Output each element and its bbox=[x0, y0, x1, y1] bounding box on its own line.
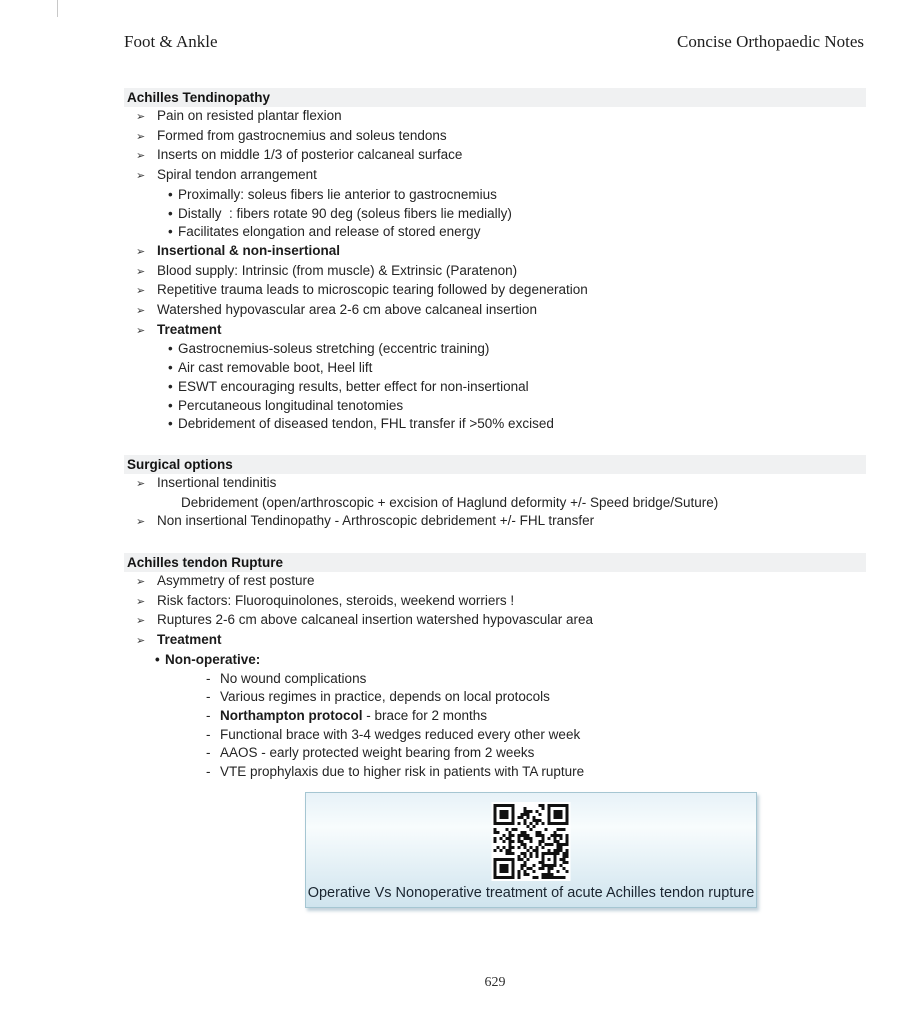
arrow-bullet-icon: ➢ bbox=[136, 284, 146, 298]
section bbox=[124, 553, 866, 782]
list-item-text: ESWT encouraging results, better effect for non-insertional bbox=[178, 378, 529, 394]
dash-bullet-icon: - bbox=[206, 707, 211, 723]
list-item bbox=[124, 281, 866, 301]
list-item-text: Gastrocnemius-soleus stretching (eccentric training) bbox=[178, 341, 490, 357]
arrow-bullet-icon: ➢ bbox=[136, 323, 146, 337]
dot-bullet-icon: • bbox=[168, 360, 173, 376]
list-item-text: Functional brace with 3-4 wedges reduced every other week bbox=[220, 726, 581, 742]
list-item-text: Inserts on middle 1/3 of posterior calcaneal surface bbox=[157, 147, 463, 163]
arrow-bullet-icon: ➢ bbox=[136, 614, 146, 628]
dash-bullet-icon: - bbox=[206, 726, 211, 742]
list-item bbox=[124, 763, 866, 782]
dot-bullet-icon: • bbox=[168, 378, 173, 394]
arrow-bullet-icon: ➢ bbox=[136, 634, 146, 648]
arrow-bullet-icon: ➢ bbox=[136, 169, 146, 183]
list-item-text: Proximally: soleus fibers lie anterior to gastrocnemius bbox=[178, 186, 497, 202]
list-item-text: AAOS - early protected weight bearing from 2 weeks bbox=[220, 745, 535, 761]
list-item bbox=[124, 631, 866, 651]
scan-artifact-line bbox=[57, 0, 58, 17]
list-item-text: Facilitates elongation and release of stored energy bbox=[178, 224, 481, 240]
list-item-text: Ruptures 2-6 cm above calcaneal insertion watershed hypovascular area bbox=[157, 612, 593, 628]
list-item bbox=[124, 651, 866, 670]
list-item bbox=[124, 262, 866, 282]
page-header bbox=[124, 32, 864, 52]
list-item-text: VTE prophylaxis due to higher risk in patients with TA rupture bbox=[220, 764, 585, 780]
list-item bbox=[124, 572, 866, 592]
section bbox=[124, 455, 866, 532]
list-item-text: Air cast removable boot, Heel lift bbox=[178, 360, 373, 376]
list-item-text: Asymmetry of rest posture bbox=[157, 573, 315, 589]
page-number: 629 bbox=[484, 975, 506, 990]
section-title: Achilles Tendinopathy bbox=[124, 88, 866, 107]
list-item bbox=[124, 415, 866, 434]
list-item bbox=[124, 378, 866, 397]
section bbox=[124, 88, 866, 434]
arrow-bullet-icon: ➢ bbox=[136, 129, 146, 143]
list-item bbox=[124, 592, 866, 612]
arrow-bullet-icon: ➢ bbox=[136, 575, 146, 589]
list-item bbox=[124, 474, 866, 494]
qr-code-icon bbox=[492, 802, 571, 881]
list-item-text: Non insertional Tendinopathy - Arthroscopic debridement +/- FHL transfer bbox=[157, 513, 595, 529]
section-title: Achilles tendon Rupture bbox=[124, 553, 866, 572]
list-item-text: Northampton protocol - brace for 2 months bbox=[220, 707, 488, 723]
list-item bbox=[124, 707, 866, 726]
list-item bbox=[124, 301, 866, 321]
list-item bbox=[124, 223, 866, 242]
section-title: Surgical options bbox=[124, 455, 866, 474]
list-item-text: Spiral tendon arrangement bbox=[157, 167, 317, 183]
arrow-bullet-icon: ➢ bbox=[136, 149, 146, 163]
dash-bullet-icon: - bbox=[206, 670, 211, 686]
qr-panel bbox=[305, 792, 757, 908]
dash-bullet-icon: - bbox=[206, 764, 211, 780]
list-item bbox=[124, 397, 866, 416]
list-item bbox=[124, 512, 866, 532]
list-item-text: Various regimes in practice, depends on local protocols bbox=[220, 689, 550, 705]
list-item-text: Debridement (open/arthroscopic + excision of Haglund deformity +/- Speed bridge/Suture) bbox=[181, 494, 719, 510]
list-item bbox=[124, 166, 866, 186]
arrow-bullet-icon: ➢ bbox=[136, 476, 146, 490]
list-item-text: Pain on resisted plantar flexion bbox=[157, 108, 342, 123]
dot-bullet-icon: • bbox=[168, 416, 173, 432]
header-left: Foot & Ankle bbox=[124, 32, 218, 51]
list-item bbox=[124, 494, 866, 513]
arrow-bullet-icon: ➢ bbox=[136, 304, 146, 318]
arrow-bullet-icon: ➢ bbox=[136, 264, 146, 278]
list-item bbox=[124, 744, 866, 763]
list-item bbox=[124, 321, 866, 341]
list-item bbox=[124, 146, 866, 166]
list-item-text: Repetitive trauma leads to microscopic tearing followed by degeneration bbox=[157, 282, 588, 298]
dot-bullet-icon: • bbox=[168, 341, 173, 357]
dot-bullet-icon: • bbox=[168, 397, 173, 413]
dash-bullet-icon: - bbox=[206, 689, 211, 705]
list-item-text: Watershed hypovascular area 2-6 cm above calcaneal insertion bbox=[157, 302, 537, 318]
dot-bullet-icon: • bbox=[168, 186, 173, 202]
list-item-text: No wound complications bbox=[220, 670, 367, 686]
dot-bullet-icon: • bbox=[155, 651, 160, 667]
dot-bullet-icon: • bbox=[168, 224, 173, 240]
list-item-text: Formed from gastrocnemius and soleus tendons bbox=[157, 127, 447, 143]
list-item-text: Insertional tendinitis bbox=[157, 474, 277, 490]
list-item-text: Percutaneous longitudinal tenotomies bbox=[178, 397, 404, 413]
list-item-text: Risk factors: Fluoroquinolones, steroids, weekend worriers ! bbox=[157, 592, 515, 608]
header-right: Concise Orthopaedic Notes bbox=[677, 32, 864, 51]
list-item-text: Treatment bbox=[157, 632, 222, 648]
list-item bbox=[124, 359, 866, 378]
qr-caption: Operative Vs Nonoperative treatment of acute Achilles tendon rupture bbox=[307, 884, 755, 901]
list-item bbox=[124, 107, 866, 127]
list-item-text: Non-operative: bbox=[165, 651, 261, 667]
dot-bullet-icon: • bbox=[168, 205, 173, 221]
arrow-bullet-icon: ➢ bbox=[136, 515, 146, 529]
list-item bbox=[124, 186, 866, 205]
list-item-text: Insertional & non-insertional bbox=[157, 242, 341, 258]
list-item bbox=[124, 340, 866, 359]
list-item-text: Treatment bbox=[157, 321, 222, 337]
arrow-bullet-icon: ➢ bbox=[136, 110, 146, 123]
list-item bbox=[124, 726, 866, 745]
list-item-text: Debridement of diseased tendon, FHL transfer if >50% excised bbox=[178, 416, 554, 432]
sections bbox=[124, 88, 866, 908]
list-item bbox=[124, 205, 866, 224]
list-item bbox=[124, 611, 866, 631]
list-item bbox=[124, 670, 866, 689]
list-item-text: Distally : fibers rotate 90 deg (soleus fibers lie medially) bbox=[178, 205, 512, 221]
list-item bbox=[124, 127, 866, 147]
arrow-bullet-icon: ➢ bbox=[136, 244, 146, 258]
list-item bbox=[124, 242, 866, 262]
list-item bbox=[124, 688, 866, 707]
list-item-text: Blood supply: Intrinsic (from muscle) & Extrinsic (Paratenon) bbox=[157, 262, 518, 278]
arrow-bullet-icon: ➢ bbox=[136, 594, 146, 608]
dash-bullet-icon: - bbox=[206, 745, 211, 761]
